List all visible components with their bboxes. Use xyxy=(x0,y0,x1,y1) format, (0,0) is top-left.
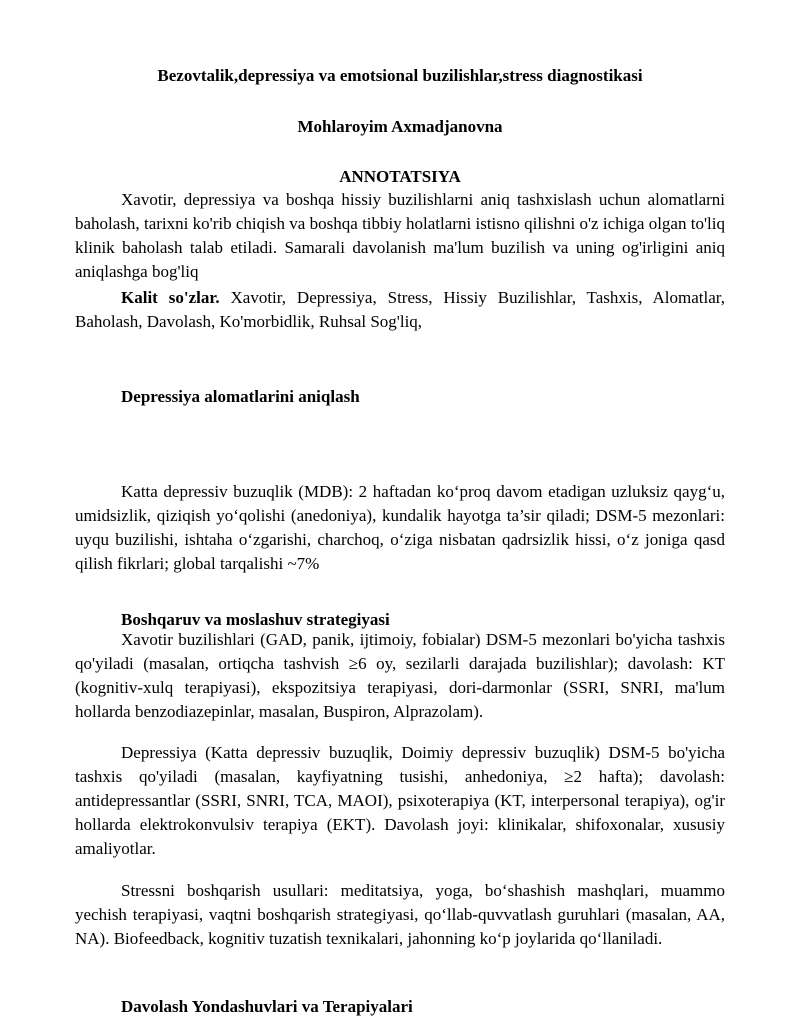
keywords-text: Xavotir, Depressiya, Stress, Hissiy Buzilishlar, Tashxis, Alomatlar, Baholash, Davolash, Ko'morbidlik, Ruhsal Sog'liq, xyxy=(75,288,725,331)
mdb-paragraph: Katta depressiv buzuqlik (MDB): 2 haftadan ko‘proq davom etadigan uzluksiz qayg‘u, umidsizlik, qiziqish yo‘qolishi (anedoniya), kundalik hayotga ta’sir qiladi; DSM-5 mezonlari: uyqu buzilishi, ishtaha o‘zgarishi, charchoq, o‘ziga nisbatan qadrsizlik hissi, o‘z joniga qasd qilish fikrlari; global tarqalishi ~7% xyxy=(75,482,725,573)
stress-paragraph: Stressni boshqarish usullari: meditatsiya, yoga, bo‘shashish mashqlari, muammo yechish terapiyasi, vaqtni boshqarish strategiyasi, qo‘llab-quvvatlash guruhlari (masalan, AA, NA). Biofeedback, kognitiv tuzatish texnikalari, jahonning ko‘p joylarida qo‘llaniladi. xyxy=(75,881,725,948)
strategy-heading: Boshqaruv va moslashuv strategiyasi xyxy=(121,610,390,629)
treatment-heading: Davolash Yondashuvlari va Terapiyalari xyxy=(121,997,413,1016)
depression-symptoms-heading: Depressiya alomatlarini aniqlash xyxy=(121,387,360,406)
depression-paragraph: Depressiya (Katta depressiv buzuqlik, Doimiy depressiv buzuqlik) DSM-5 bo'yicha tashxis qo'yiladi (masalan, kayfiyatning tusishi, anhedoniya, ≥2 hafta); davolash: antidepressantlar (SSRI, SNRI, TCA, MAOI), psixoterapiya (KT, interpersonal terapiya), og'ir hollarda elektrokonvulsiv terapiya (EKT). Davolash joyi: klinikalar, shifoxonalar, xususiy amaliyotlar. xyxy=(75,743,725,858)
document-title: Bezovtalik,depressiya va emotsional buzilishlar,stress diagnostikasi xyxy=(157,66,643,85)
anxiety-paragraph: Xavotir buzilishlari (GAD, panik, ijtimoiy, fobialar) DSM-5 mezonlari bo'yicha tashxis qo'yiladi (masalan, ortiqcha tashvish ≥6 oy, sezilarli darajada buzilishlar); davolash: KT (kognitiv-xulq terapiyasi), ekspozitsiya terapiyasi, dori-darmonlar (SSRI, SNRI, ma'lum hollarda benzodiazepinlar, masalan, Buspiron, Alprazolam). xyxy=(75,630,725,721)
annotation-text: Xavotir, depressiya va boshqa hissiy buzilishlarni aniq tashxislash uchun alomatlarni baholash, tarixni ko'rib chiqish va boshqa tibbiy holatlarni istisno qilishni o'z ichiga olgan to'liq klinik baholash talab etiladi. Samarali davolanish ma'lum buzilish va uning og'irligini aniq aniqlashga bog'liq xyxy=(75,190,725,281)
keywords-paragraph xyxy=(75,286,725,334)
author-name: Mohlaroyim Axmadjanovna xyxy=(297,117,503,136)
annotation-heading: ANNOTATSIYA xyxy=(339,167,461,186)
keywords-label: Kalit so'zlar. xyxy=(121,288,220,307)
